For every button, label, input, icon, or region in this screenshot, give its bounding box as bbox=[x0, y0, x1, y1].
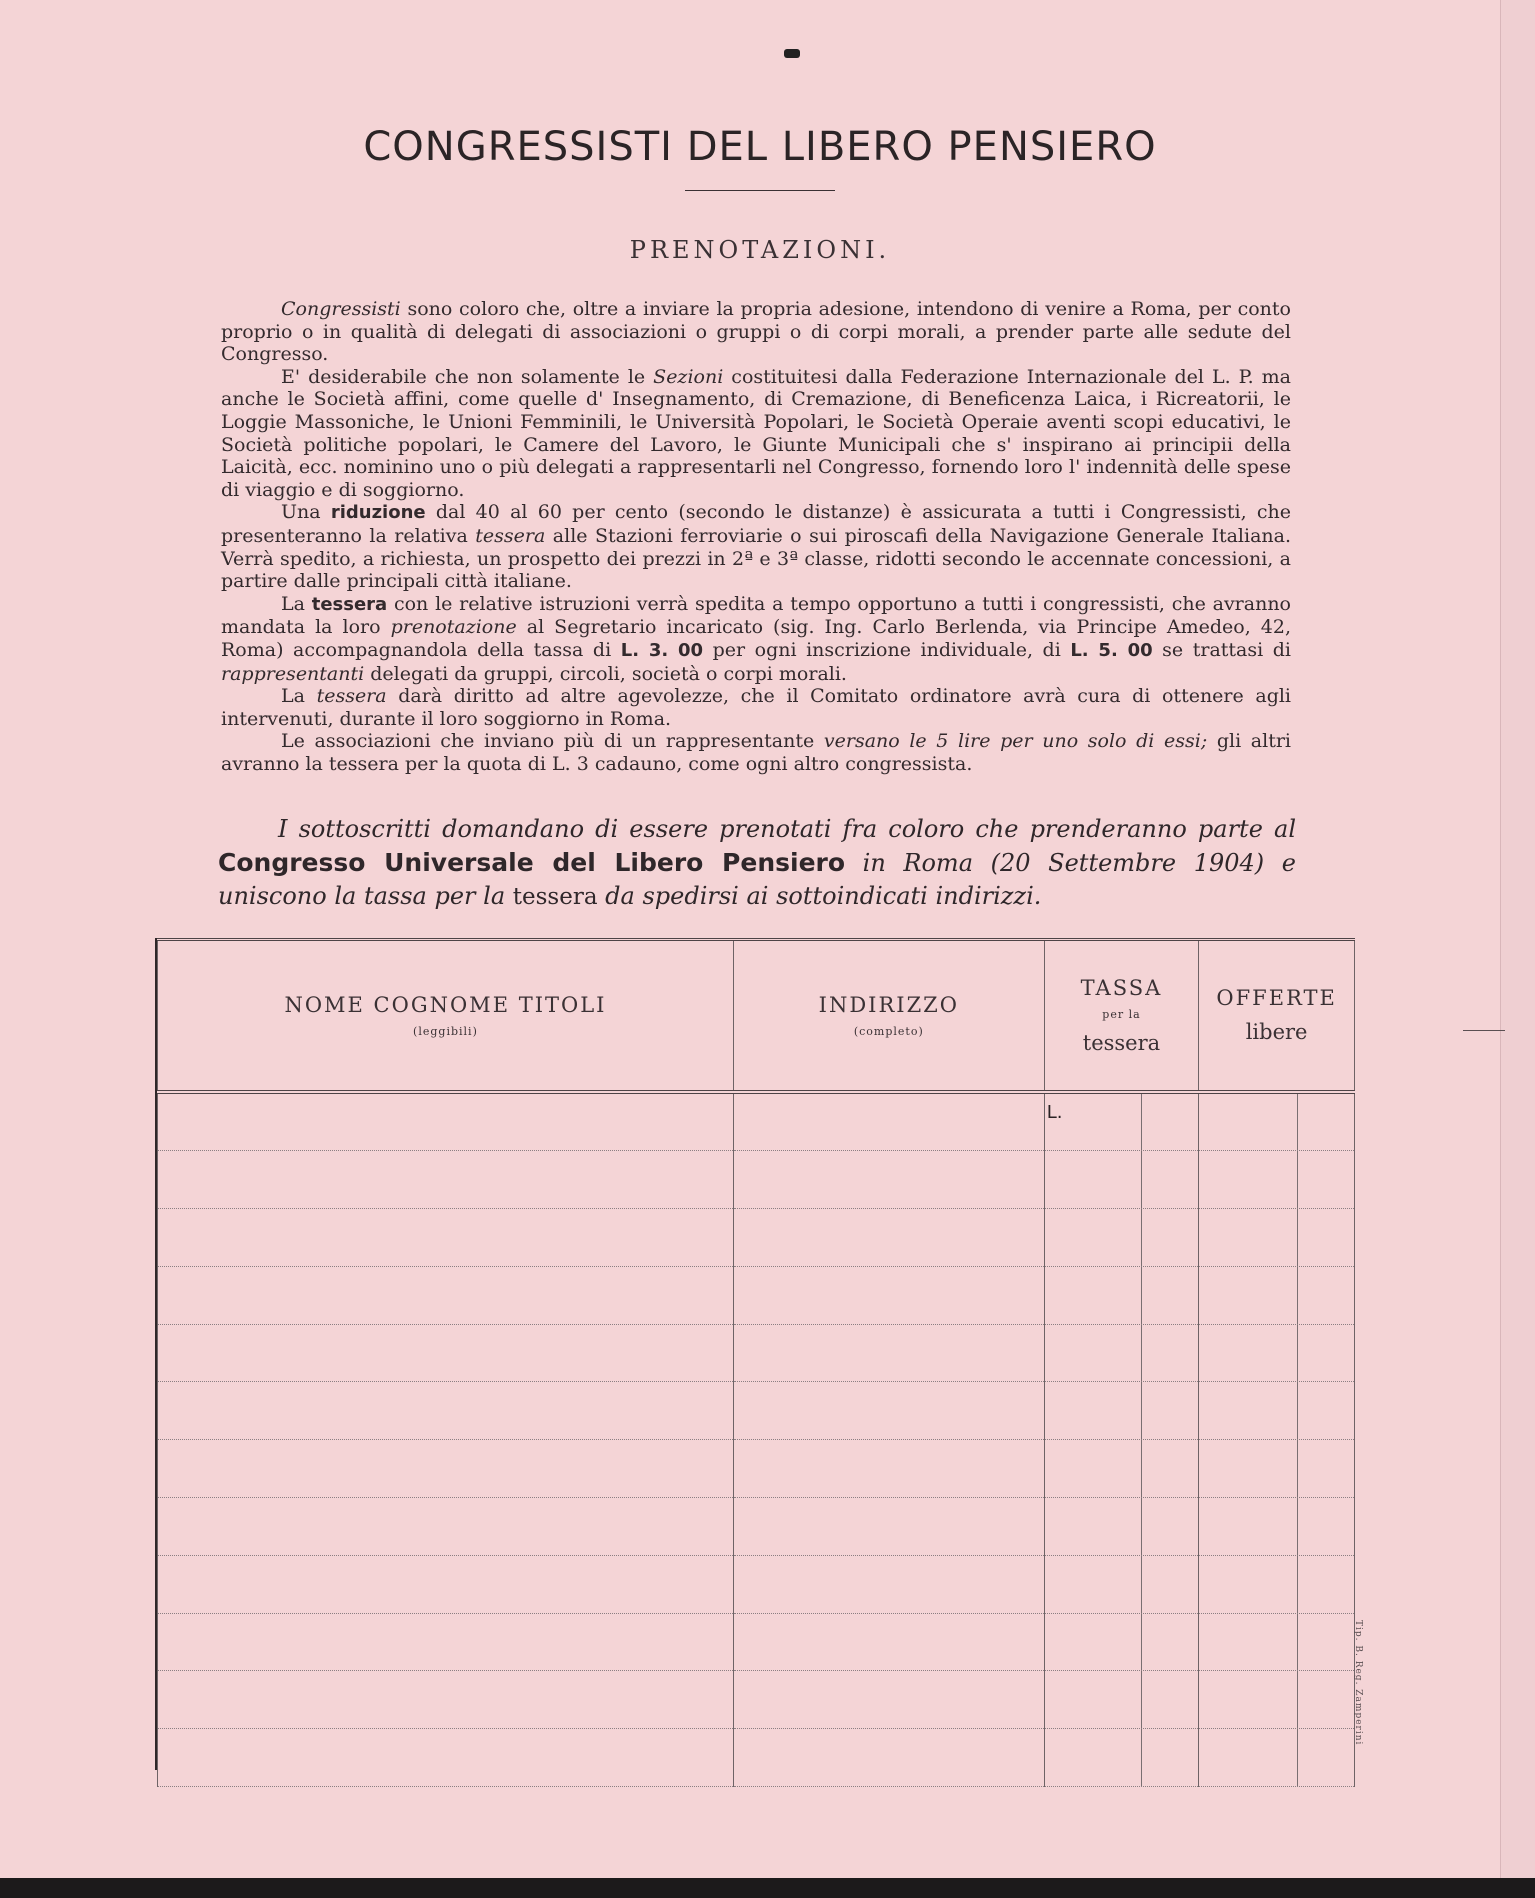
table-header-row bbox=[158, 940, 1355, 1092]
req-c: in Roma (20 Settembre 1904) e uniscono la tassa per la bbox=[218, 849, 1296, 910]
offer-cell[interactable] bbox=[1199, 1729, 1355, 1787]
table-row bbox=[158, 1440, 1355, 1498]
p4-h: L. 5. 00 bbox=[1070, 639, 1153, 661]
header-offers bbox=[1199, 940, 1355, 1092]
header-offers-sub: libere bbox=[1245, 1020, 1308, 1045]
request-paragraph bbox=[218, 813, 1296, 914]
p3-e: alle Stazioni ferroviarie o sui piroscafi della Navigazione Generale Italiana. Verrà spedito, a richiesta, un prospetto dei prezzi in 2ª e 3ª classe, ridotti secondo le accennate concessioni, a partire dalle principali città italiane. bbox=[221, 524, 1292, 593]
fee-cell[interactable] bbox=[1044, 1209, 1198, 1267]
document-title: CONGRESSISTI DEL LIBERO PENSIERO bbox=[363, 124, 1157, 170]
address-cell[interactable] bbox=[733, 1209, 1044, 1267]
address-cell[interactable] bbox=[733, 1382, 1044, 1440]
p2-b: Sezioni bbox=[653, 365, 724, 388]
paragraph-1 bbox=[221, 298, 1291, 366]
header-address-sub: (completo) bbox=[853, 1024, 924, 1038]
address-cell[interactable] bbox=[733, 1151, 1044, 1209]
address-cell[interactable] bbox=[733, 1092, 1044, 1151]
p4-c: con le relative istruzioni verrà spedita a tempo opportuno a tutti i congressisti, che avranno mandata la loro bbox=[221, 592, 1291, 639]
table-row bbox=[158, 1671, 1355, 1729]
paragraph-5 bbox=[221, 685, 1291, 730]
p4-b: tessera bbox=[311, 593, 388, 615]
fee-cell[interactable] bbox=[1044, 1092, 1198, 1151]
address-cell[interactable] bbox=[733, 1613, 1044, 1671]
table-row bbox=[158, 1092, 1355, 1151]
page-edge bbox=[1500, 0, 1535, 1898]
header-fee-title: TASSA bbox=[1080, 975, 1163, 1000]
p4-e: al Segretario incaricato (sig. Ing. Carlo Berlenda, via Principe Amedeo, 42, Roma) accompagnandola della tassa di bbox=[221, 616, 1291, 661]
p6-c: gli altri avranno la tessera per la quota di L. 3 cadauno, come ogni altro congressista. bbox=[221, 730, 1291, 775]
name-cell[interactable] bbox=[158, 1671, 734, 1729]
p3-a: Una bbox=[281, 501, 331, 524]
offer-cell[interactable] bbox=[1199, 1382, 1355, 1440]
p4-i: se trattasi di bbox=[1152, 638, 1291, 661]
offer-cell[interactable] bbox=[1199, 1151, 1355, 1209]
paragraph-6 bbox=[221, 730, 1291, 775]
p4-d: prenotazione bbox=[390, 616, 517, 639]
req-a: I sottoscritti domandano di essere prenotati fra coloro che prenderanno parte al bbox=[278, 815, 1296, 843]
address-cell[interactable] bbox=[733, 1729, 1044, 1787]
header-fee bbox=[1044, 940, 1198, 1092]
scan-bottom-edge bbox=[0, 1878, 1535, 1898]
header-name bbox=[158, 940, 734, 1092]
fee-cell[interactable] bbox=[1044, 1151, 1198, 1209]
p3-b: riduzione bbox=[330, 502, 426, 524]
header-name-sub: (leggibili) bbox=[413, 1024, 478, 1038]
table-row bbox=[158, 1555, 1355, 1613]
p6-a: Le associazioni che inviano più di un rappresentante bbox=[281, 730, 824, 753]
table-row bbox=[158, 1498, 1355, 1556]
table-row bbox=[158, 1729, 1355, 1787]
fee-cell[interactable] bbox=[1044, 1498, 1198, 1556]
header-fee-tail: tessera bbox=[1082, 1030, 1161, 1055]
address-cell[interactable] bbox=[733, 1498, 1044, 1556]
p3-d: tessera bbox=[475, 524, 546, 547]
header-fee-sub: per la bbox=[1102, 1007, 1141, 1021]
fee-cell[interactable] bbox=[1044, 1671, 1198, 1729]
p4-k: delegati da gruppi, circoli, società o corpi morali. bbox=[364, 662, 847, 685]
p2-a: E' desiderabile che non solamente le bbox=[281, 365, 654, 388]
p3-c: dal 40 al 60 per cento (secondo le distanze) è assicurata a tutti i Congressisti, che presenteranno la relativa bbox=[221, 501, 1291, 547]
name-cell[interactable] bbox=[158, 1555, 734, 1613]
offer-cell[interactable] bbox=[1199, 1671, 1355, 1729]
p2-c: costituitesi dalla Federazione Internazionale del L. P. ma anche le Società affini, come quelle d' Insegnamento, di Cremazione, di Beneficenza Laica, i Ricreatorii, le Loggie Massoniche, le Unioni Femminili, le Università Popolari, le Società Operaie aventi scopi educativi, le Società politiche popolari, le Camere del Lavoro, le Giunte Municipali che s' inspirano ai principii della Laicità, ecc. nominino uno o più delegati a rappresentarli nel Congresso, fornendo loro l' indennità delle spese di viaggio e di soggiorno. bbox=[221, 365, 1291, 501]
fee-cell[interactable] bbox=[1044, 1266, 1198, 1324]
fee-cell[interactable] bbox=[1044, 1613, 1198, 1671]
fee-cell[interactable] bbox=[1044, 1382, 1198, 1440]
printer-note: Tip. B. Reg. Zamperini bbox=[1353, 1620, 1363, 1746]
table-row bbox=[158, 1382, 1355, 1440]
paragraph-1-text: sono coloro che, oltre a inviare la propria adesione, intendono di venire a Roma, per conto proprio o in qualità di delegati di associazioni o gruppi o di corpi morali, a prender parte alle sedute del Congresso. bbox=[221, 298, 1291, 366]
lire-mark: L. bbox=[1046, 1101, 1063, 1123]
header-address bbox=[733, 940, 1044, 1092]
paragraph-4 bbox=[221, 593, 1291, 685]
p4-g: per ogni inscrizione individuale, di bbox=[703, 638, 1071, 661]
address-cell[interactable] bbox=[733, 1324, 1044, 1382]
offer-cell[interactable] bbox=[1199, 1613, 1355, 1671]
offer-cell[interactable] bbox=[1199, 1209, 1355, 1267]
address-cell[interactable] bbox=[733, 1555, 1044, 1613]
req-e: da spedirsi ai sottoindicati indirizzi. bbox=[597, 882, 1042, 910]
p4-f: L. 3. 00 bbox=[620, 639, 704, 661]
header-address-title: INDIRIZZO bbox=[818, 992, 959, 1017]
offer-cell[interactable] bbox=[1199, 1266, 1355, 1324]
p4-j: rappresentanti bbox=[221, 662, 365, 685]
offer-cell[interactable] bbox=[1199, 1092, 1355, 1151]
table-row bbox=[158, 1613, 1355, 1671]
section-heading: PRENOTAZIONI. bbox=[629, 236, 891, 264]
fee-cell[interactable] bbox=[1044, 1555, 1198, 1613]
offer-cell[interactable] bbox=[1199, 1324, 1355, 1382]
ink-mark bbox=[784, 49, 800, 58]
title-divider bbox=[685, 190, 835, 191]
address-cell[interactable] bbox=[733, 1266, 1044, 1324]
name-cell[interactable] bbox=[158, 1498, 734, 1556]
paragraph-3 bbox=[221, 501, 1291, 592]
table-row bbox=[158, 1266, 1355, 1324]
p6-b: versano le 5 lire per uno solo di essi; bbox=[823, 730, 1208, 753]
name-cell[interactable] bbox=[158, 1382, 734, 1440]
name-cell[interactable] bbox=[158, 1209, 734, 1267]
name-cell[interactable] bbox=[158, 1324, 734, 1382]
fee-cell[interactable] bbox=[1044, 1440, 1198, 1498]
name-cell[interactable] bbox=[158, 1613, 734, 1671]
p5-a: La bbox=[281, 685, 317, 708]
name-cell[interactable] bbox=[158, 1440, 734, 1498]
paragraph-2 bbox=[221, 366, 1291, 502]
table-row bbox=[158, 1324, 1355, 1382]
p5-b: tessera bbox=[316, 685, 387, 708]
name-cell[interactable] bbox=[158, 1092, 734, 1151]
req-tessera: tessera bbox=[512, 884, 598, 910]
offer-cell[interactable] bbox=[1199, 1440, 1355, 1498]
address-cell[interactable] bbox=[733, 1440, 1044, 1498]
table-row bbox=[158, 1209, 1355, 1267]
name-cell[interactable] bbox=[158, 1151, 734, 1209]
request-statement bbox=[218, 813, 1296, 914]
p5-c: darà diritto ad altre agevolezze, che il Comitato ordinatore avrà cura di ottenere agli intervenuti, durante il loro soggiorno in Roma. bbox=[221, 685, 1292, 730]
fee-cell[interactable] bbox=[1044, 1324, 1198, 1382]
req-congress-name: Congresso Universale del Libero Pensiero bbox=[218, 848, 846, 877]
header-name-title: NOME COGNOME TITOLI bbox=[284, 992, 607, 1017]
offer-cell[interactable] bbox=[1199, 1498, 1355, 1556]
name-cell[interactable] bbox=[158, 1266, 734, 1324]
address-cell[interactable] bbox=[733, 1671, 1044, 1729]
p4-a: La bbox=[281, 592, 312, 615]
name-cell[interactable] bbox=[158, 1729, 734, 1787]
registration-table bbox=[157, 938, 1355, 1787]
offer-cell[interactable] bbox=[1199, 1555, 1355, 1613]
fee-cell[interactable] bbox=[1044, 1729, 1198, 1787]
paper-tear-mark bbox=[1463, 1030, 1505, 1031]
term-congressisti: Congressisti bbox=[281, 298, 401, 320]
table-row bbox=[158, 1151, 1355, 1209]
body-text bbox=[221, 298, 1291, 775]
header-offers-title: OFFERTE bbox=[1216, 986, 1337, 1011]
